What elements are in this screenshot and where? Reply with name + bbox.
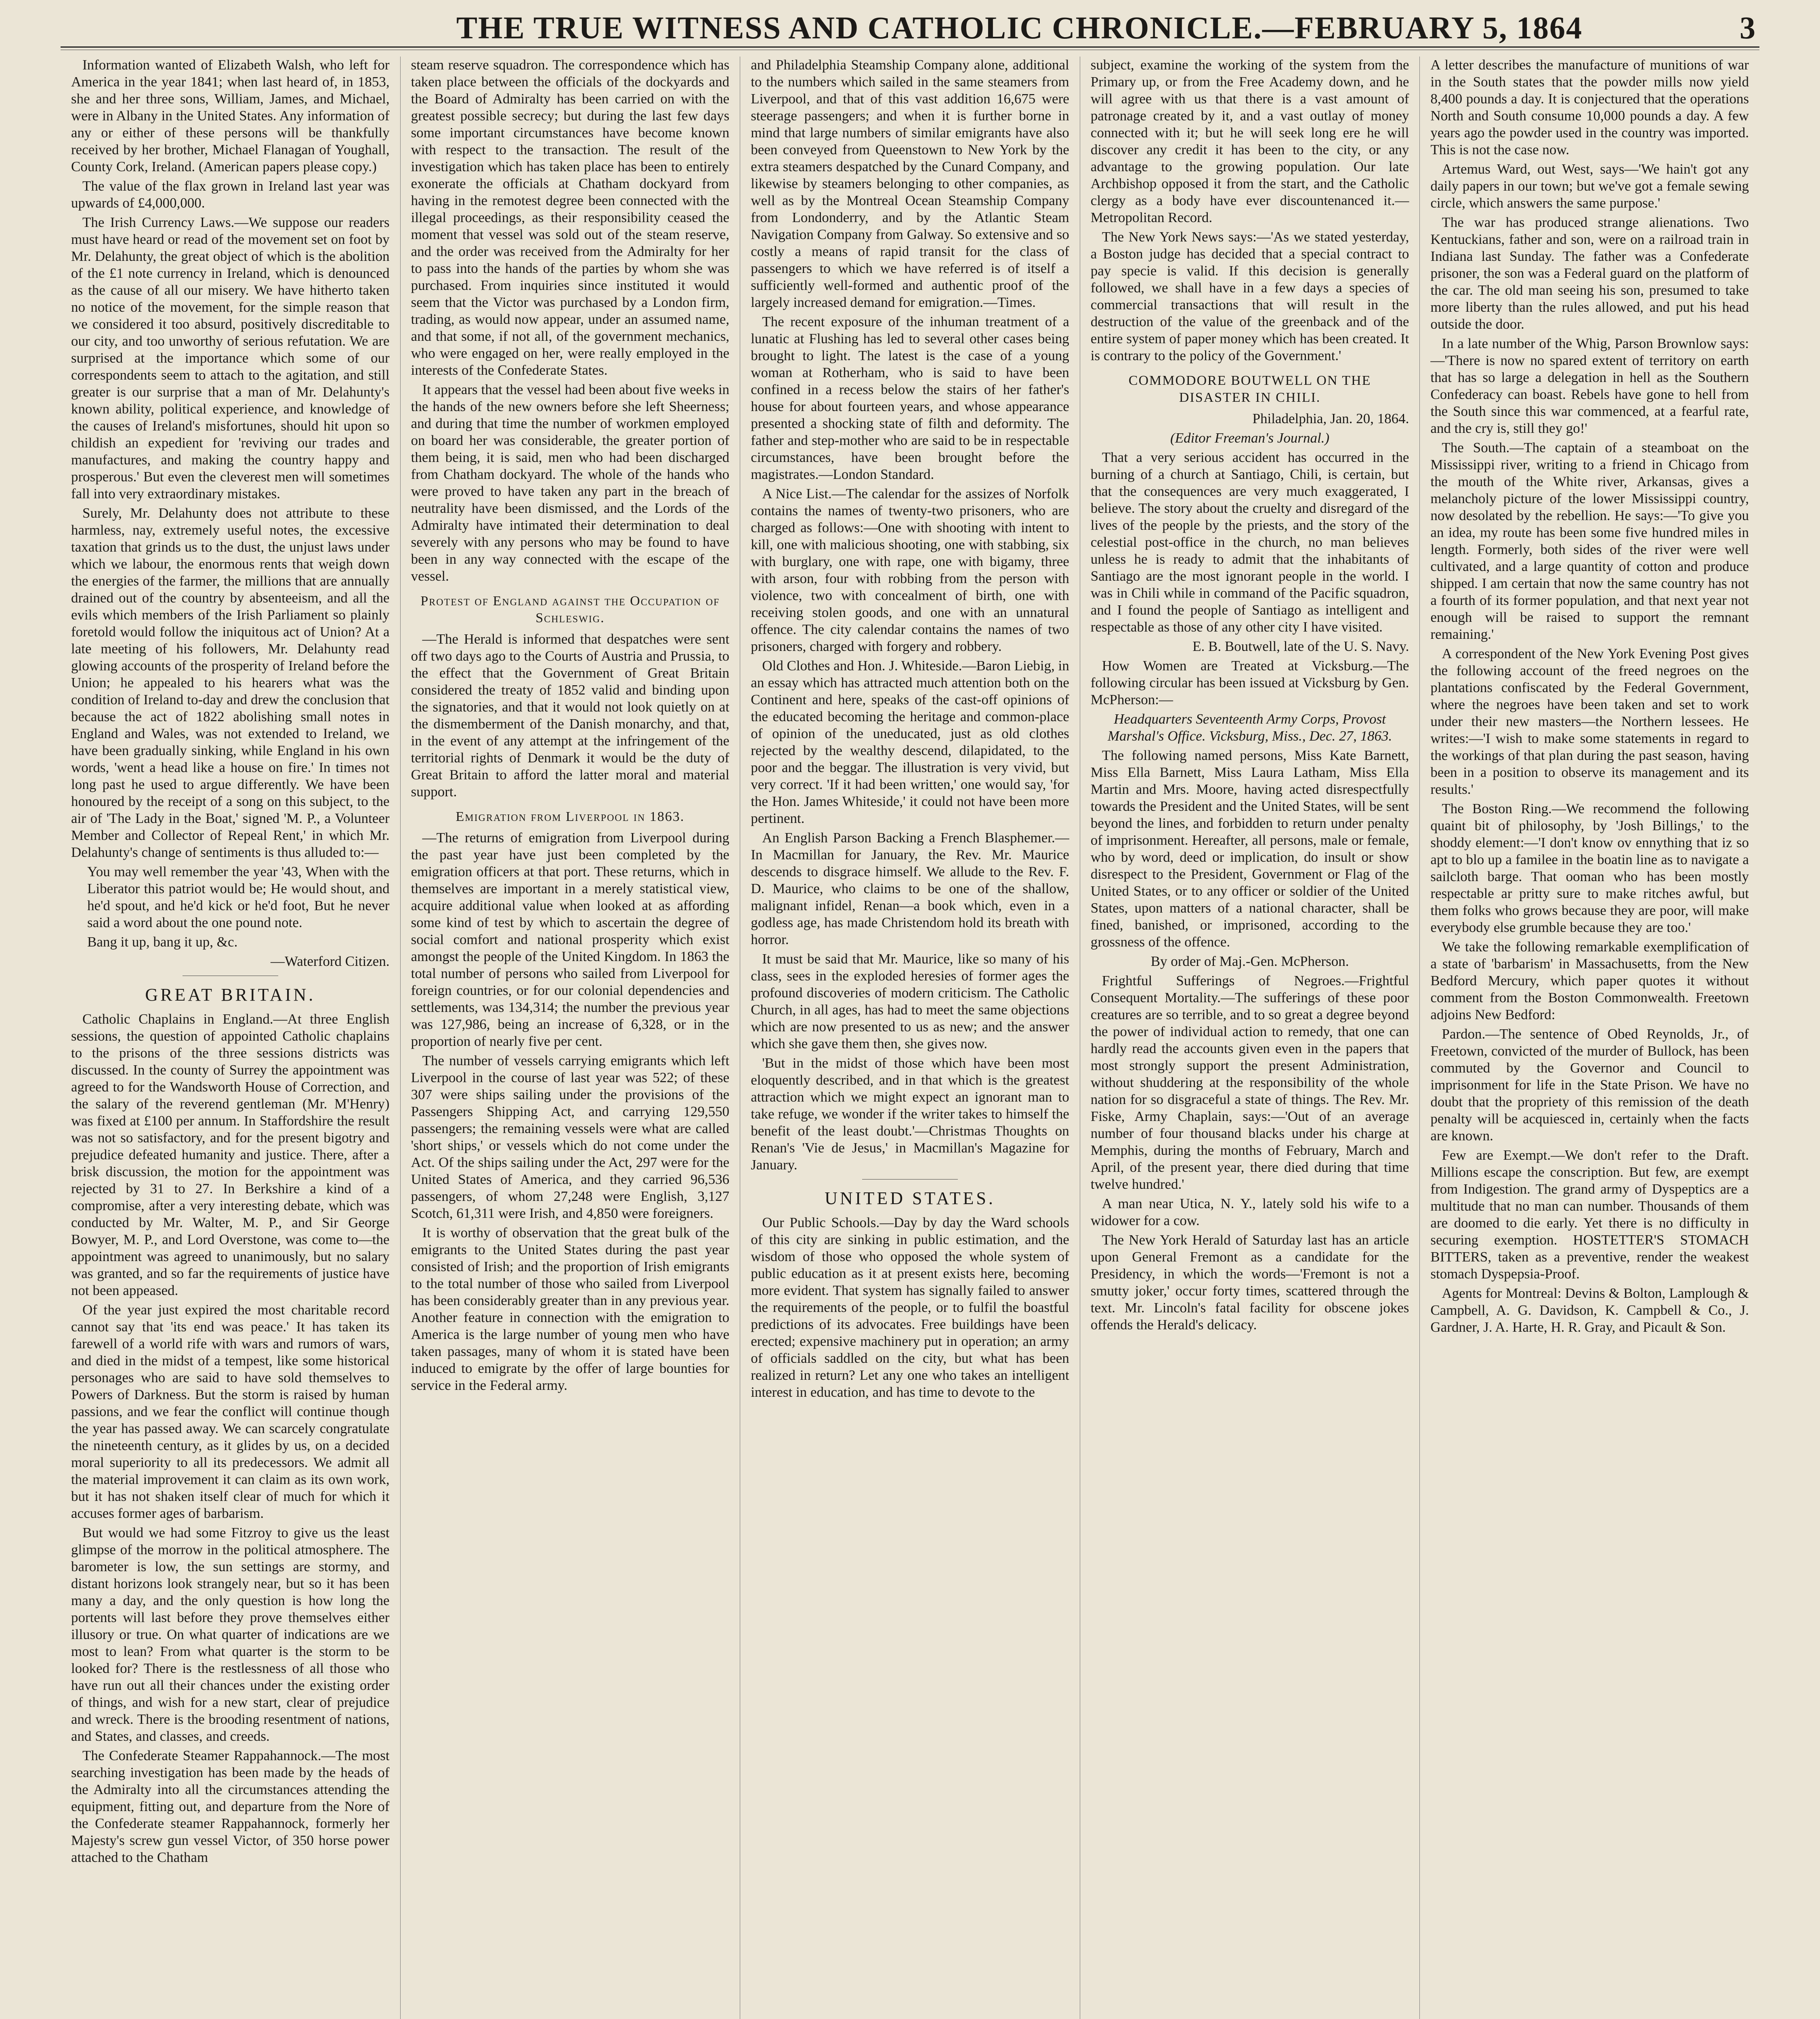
columns (61, 57, 1759, 2019)
emigration-vessels: The number of vessels carrying emigrants which left Liverpool in the course of last year was 522; of these 307 were ships sailing under the provisions of the Passengers Shipping Act, and carrying 129,550 passengers; the remaining vessels were what are called 'short ships,' or vessels which do not come under the Act. Of the ships sailing under the Act, 297 were for the United States of America, and they carried 96,536 passengers, of whom 27,248 were English, 3,127 Scotch, 61,311 were Irish, and 4,850 were foreigners. (411, 1053, 730, 1221)
heading-great-britain: GREAT BRITAIN. (145, 985, 316, 1005)
mcpherson-order: By order of Maj.-Gen. McPherson. (1150, 953, 1349, 969)
song-refrain: Bang it up, bang it up, &c. (87, 934, 238, 950)
masthead (61, 0, 1759, 48)
lunatic-treatment: The recent exposure of the inhuman treatment of a lunatic at Flushing has led to several other cases being brought to light. The latest is the case of a young woman at Rotherham, who is said to have been confined in a recess below the stairs of her father's house for about fourteen years, and whose appearance presented a shocking state of filth and deformity. The father and step-mother who are said to be in respectable circumstances, have been brought before the magistrates.—London Standard. (751, 314, 1069, 482)
utica-man: A man near Utica, N. Y., lately sold his wife to a widower for a cow. (1090, 1196, 1409, 1228)
artemus-ward: Artemus Ward, out West, says—'We hain't got any daily papers in our town; but we've got a female sewing circle, which answers the same purpose.' (1430, 161, 1749, 211)
masthead-title: THE TRUE WITNESS AND CATHOLIC CHRONICLE.—FEBRUARY 5, 1864 (456, 10, 1583, 45)
column-5 (1420, 57, 1759, 2019)
steamship-company: and Philadelphia Steamship Company alone, additional to the numbers which sailed in the same steamers from Liverpool, and that of this vast addition 16,675 were steerage passengers; and when it is further borne in mind that large numbers of similar emigrants have also been conveyed from Queenstown to New York by the extra steamers despatched by the Cunard Company, and likewise by steamers belonging to other companies, as well as by the Montreal Ocean Steamship Company from Londonderry, and by the Atlantic Steam Navigation Company from Galway. So extensive and so costly a means of rapid transit for the class of passengers to which we have referred is of itself a sufficiently well-formed and authentic proof of the largely increased demand for emigration.—Times. (751, 57, 1069, 310)
freed-negroes: A correspondent of the New York Evening Post gives the following account of the freed negroes on the plantations confiscated by the Federal Government, where the negroes have been taken and set to work under their new masters—the Northern lessees. He writes:—'I wish to make some statements in regard to the workings of that plan during the past season, having been in a position to observe its management and its results.' (1430, 646, 1749, 797)
emigration-irish: It is worthy of observation that the great bulk of the emigrants to the United States during the past year consisted of Irish; and the proportion of Irish emigrants to the total number of those who sailed from Liverpool has been considerably greater than in any previous year. Another feature in connection with the emigration to America is the large number of young men who have taken passages, many of whom it is stated have been induced to emigrate by the offer of large bounties for service in the Federal army. (411, 1225, 730, 1393)
heading-protest-schleswig: Protest of England against the Occupation of Schleswig. (420, 594, 720, 625)
negro-sufferings: Frightful Sufferings of Negroes.—Frightful Consequent Mortality.—The sufferings of these poor creatures are so terrible, and to so great a degree beyond the power of individual action to remedy, that one can hardly read the accounts given even in the papers that most strongly support the present Administration, without shuddering at the responsibility of the whole nation for so disgraceful a state of things. The Rev. Mr. Fiske, Army Chaplain, says:—'Out of an average number of four thousand blacks under his charge at Memphis, during the months of February, March and April, of the present year, there died during that time twelve hundred.' (1090, 973, 1409, 1192)
public-schools-cont: subject, examine the working of the system from the Primary up, or from the Free Academy down, and he will agree with us that there is a vast amount of patronage created by it, and a vast outlay of money connected with it; but he will seek long ere he will discover any credit it has been to the city, or any advantage to the growing population. Our late Archbishop opposed it from the start, and the Catholic clergy as a body have ever discountenanced it.—Metropolitan Record. (1090, 57, 1409, 225)
notice-elizabeth-walsh: Information wanted of Elizabeth Walsh, who left for America in the year 1841; when last heard of, in 1853, she and her three sons, William, James, and Michael, were in Albany in the United States. Any information of any or either of these persons will be thankfully received by her brother, Michael Flanagan of Youghall, County Cork, Ireland. (American papers please copy.) (71, 57, 390, 174)
catholic-chaplains: Catholic Chaplains in England.—At three English sessions, the question of appointed Catholic chaplains to the prisons of the three sessions districts was discussed. In the county of Surrey the appointment was agreed to for the Wandsworth House of Correction, and the salary of the reverend gentleman (Mr. M'Henry) was fixed at £100 per annum. In Staffordshire the result was not so satisfactory, and for the present bigotry and prejudice defeated humanity and justice. There, after a brisk discussion, the motion for the appointment was rejected by 31 to 27. In Berkshire a kind of a compromise, after a very interesting debate, which was conducted by Mr. Walter, M. P., and Sir George Bowyer, M. P., and Lord Overstone, was come to—the appointment was agreed to unanimously, but no salary was granted, and so far the requirements of justice have not been appeased. (71, 1011, 390, 1298)
heading-commodore-boutwell: COMMODORE BOUTWELL ON THE DISASTER IN CHILI. (1128, 373, 1371, 405)
column-2 (401, 57, 741, 2019)
christmas-thoughts: 'But in the midst of those which have been most eloquently described, and in that which is the greatest attraction which we might expect an ignorant man to take refuge, we wonder if the writer takes to himself the benefit of the least doubt.'—Christmas Thoughts on Renan's 'Vie de Jesus,' in Macmillan's Magazine for January. (751, 1055, 1069, 1173)
emigration-liverpool: —The returns of emigration from Liverpool during the past year have just been completed by the emigration officers at that port. These returns, which in themselves are important in a merely statistical view, acquire additional value when looked at as affording some kind of test by which to ascertain the degree of social comfort and national prosperity which exist amongst the people of the United Kingdom. In 1863 the total number of persons who sailed from Liverpool for foreign countries, or for our colonial dependencies and settlements, was 134,314; the number the previous year was 127,986, being an increase of 6,328, or in the proportion of nearly five per cent. (411, 830, 730, 1049)
old-clothes: Old Clothes and Hon. J. Whiteside.—Baron Liebig, in an essay which has attracted much attention both on the Continent and here, speaks of the cast-off opinions of the educated becoming the heritage and common-place of opinion of the uneducated, just as old clothes rejected by the wealthy descend, dilapidated, to the poor and the beggar. The illustration is very vivid, but very correct. 'If it had been written,' one would say, 'for the Hon. James Whiteside,' it could not have been more pertinent. (751, 658, 1069, 826)
english-parson: An English Parson Backing a French Blasphemer.—In Macmillan for January, the Rev. Mr. Maurice descends to disgrace himself. We allude to the Rev. F. D. Maurice, who claims to be one of the shallow, malignant infidel, Renan—a book which, even in a godless age, has made Christendom hold its breath with horror. (751, 830, 1069, 947)
irish-currency-laws: The Irish Currency Laws.—We suppose our readers must have heard or read of the movement set on foot by Mr. Delahunty, the great object of which is the abolition of the £1 note currency in Ireland, which is denounced as the cause of all our misery. We have hitherto taken no notice of the movement, for the simple reason that we considered it too absurd, positively discreditable to our city, and too unworthy of serious refutation. We are surprised at the importance which some of our correspondents seem to attach to the agitation, and still greater is our surprise that a man of Mr. Delahunty's known ability, political experience, and knowledge of the causes of Ireland's misfortunes, should hit upon so childish an expedient for 'reviving our trades and manufactures, and making the country happy and prosperous.' But even the cleverest men will sometimes fall into very extraordinary mistakes. (71, 214, 390, 502)
pardon: Pardon.—The sentence of Obed Reynolds, Jr., of Freetown, convicted of the murder of Bullock, has been commuted by the Governor and Council to imprisonment for life in the State Prison. We have no doubt that the propriety of this remission of the death penalty will be acquiesced in, certainly when the facts are known. (1430, 1026, 1749, 1144)
rappahannock-cont: steam reserve squadron. The correspondence which has taken place between the officials of the dockyards and the Board of Admiralty has been carried on with the greatest possible secrecy; but during the last few days some important circumstances have become known with respect to the transaction. The result of the investigation which has taken place has been to entirely exonerate the officials at Chatham dockyard from having in the remotest degree been connected with the illegal proceedings, as their responsibility ceased the moment that vessel was sold out of the steam reserve, and the order was received from the Admiralty for her to pass into the hands of the parties by whom she was purchased. From inquiries since instituted it would seem that the Victor was purchased by a London firm, trading, as would now appear, under an assumed name, and that some, if not all, of the government mechanics, who were engaged on her, were really employed in the interests of the Confederate States. (411, 57, 730, 378)
the-south: The South.—The captain of a steamboat on the Mississippi river, writing to a friend in Chicago from the mouth of the White river, Arkansas, gives a melancholy picture of the lower Mississippi country, now desolated by the rebellion. He says:—'To give you an idea, my route has been some five hundred miles in length. Formerly, both sides of the river were well cultivated, and a large quantity of cotton and produce shipped. I am certain that now the same country has not a fourth of its former population, and that next year not enough will be raised to support the remnant remaining.' (1430, 440, 1749, 642)
parson-brownlow: In a late number of the Whig, Parson Brownlow says:—'There is now no spared extent of territory on earth that has so large a delegation in hell as the Southern Confederacy can boast. Rebels have gone to hell from the South since this war commenced, at a fearful rate, and the cry is, still they go!' (1430, 336, 1749, 436)
war-alienations: The war has produced strange alienations. Two Kentuckians, father and son, were on a railroad train in Indiana last Sunday. The father was a Confederate prisoner, the son was a Federal guard on the platform of the car. The old man seeing his son, presumed to take more liberty than the rules allowed, and put his head outside the door. (1430, 214, 1749, 332)
protest-schleswig: —The Herald is informed that despatches were sent off two days ago to the Courts of Austria and Prussia, to the effect that the Government of Great Britain considered the treaty of 1852 valid and binding upon the signatories, and that it would not look quietly on at the dismemberment of the Danish monarchy, and that, in the event of any attempt at the infringement of the territorial rights of Denmark it would be the duty of Great Britain to afford the latter moral and material support. (411, 631, 730, 800)
barbarism-massachusetts: We take the following remarkable exemplification of a state of 'barbarism' in Massachusetts, from the New Bedford Mercury, which paper quotes it without comment from the Boston Commonwealth. Freetown adjoins New Bedford: (1430, 939, 1749, 1022)
boston-ring: The Boston Ring.—We recommend the following quaint bit of philosophy, by 'Josh Billings,' to the shoddy element:—'I don't know ov ennything that iz so apt to blo up a familee in the boatin line as to navigate a sailcloth barge. That ooman who has been mostly respectable ar pritty sure to make ritches awful, but them folks who grows because they are poor, will make everybody else grumble because they are too.' (1430, 801, 1749, 935)
column-4 (1080, 57, 1420, 2019)
source-waterford: —Waterford Citizen. (271, 953, 390, 969)
vicksburg-women: How Women are Treated at Vicksburg.—The following circular has been issued at Vicksburg by Gen. McPherson:— (1090, 658, 1409, 707)
munitions-letter: A letter describes the manufacture of munitions of war in the South states that the powder mills now yield 8,400 pounds a day. It is conjectured that the operations North and South consume 10,000 pounds a day. A few years ago the powder used in the country was imported. This is not the case now. (1430, 57, 1749, 157)
english-parson-cont: It must be said that Mr. Maurice, like so many of his class, sees in the exploded heresies of former ages the profound discoveries of modern criticism. The Catholic Church, in all ages, has had to meet the same objections which are now presented to us as new; and the answer which she gave them then, she gives now. (751, 951, 1069, 1051)
boutwell-signature: E. B. Boutwell, late of the U. S. Navy. (1192, 638, 1409, 654)
heading-united-states: UNITED STATES. (825, 1188, 995, 1208)
column-3 (740, 57, 1080, 2019)
vicksburg-circular: The following named persons, Miss Kate Barnett, Miss Ella Barnett, Miss Laura Latham, Miss Ella Martin and Mrs. Moore, having acted disrespectfully towards the President and the United States, will be sent beyond the lines, and forbidden to return under penalty of imprisonment. Hereafter, all persons, male or female, who by word, deed or implication, do insult or show disrespect to the President, Government or Flag of the United States, or to any officer or soldier of the United States, upon matters of a national character, shall be fined, banished, or imprisoned, according to the grossness of the offence. (1090, 747, 1409, 950)
nice-list: A Nice List.—The calendar for the assizes of Norfolk contains the names of twenty-two prisoners, who are charged as follows:—One with shooting with intent to kill, one with malicious shooting, one with stabbing, six with burglary, one with rape, one with bigamy, three with arson, four with robbing from the person with violence, two with concealment of birth, one with receiving stolen goods, and one with an unnatural offence. The city calendar contains the names of two prisoners, charged with forgery and robbery. (751, 486, 1069, 654)
public-schools: Our Public Schools.—Day by day the Ward schools of this city are sinking in public estimation, and the wisdom of those who opposed the whole system of public education as it at present exists here, becoming more evident. That system has signally failed to answer the requirements of the people, or to fulfil the boastful predictions of its advocates. Free buildings have been erected; expensive machinery put in operation; an army of officials saddled on the city, but what has been realized in return? Let any one who takes an intelligent interest in education, and has time to devote to the (751, 1215, 1069, 1400)
flax-value: The value of the flax grown in Ireland last year was upwards of £4,000,000. (71, 178, 390, 211)
rappahannock-article: The Confederate Steamer Rappahannock.—The most searching investigation has been made by the heads of the Admiralty into all the circumstances attending the equipment, fitting out, and departure from the Nore of the Confederate steamer Rappahannock, formerly her Majesty's screw gun vessel Victor, of 350 horse power attached to the Chatham (71, 1748, 390, 1865)
irish-currency-laws-cont: Surely, Mr. Delahunty does not attribute to these harmless, nay, extremely useful notes, the excessive taxation that grinds us to the dust, the unjust laws under which we labour, the enormous rents that weigh down the energies of the farmer, the millions that are annually drained out of the country by absenteeism, and all the evils which members of the Irish Parliament so plainly foretold would follow the iniquitous act of Union? At a late meeting of his followers, Mr. Delahunty read glowing accounts of the prosperity of Ireland before the Union; he appealed to his hearers what was the condition of Ireland to-day and drew the conclusion that because the act of 1822 abolishing small notes in England and Wales, was not extended to Ireland, we have been gradually sinking, while England in his own words, 'went a head like a house on fire.' In times not long past he used to argue differently. We have been honoured by the receipt of a song on this subject, to the air of 'The Lady in the Boat,' signed 'M. P., a Volunteer Member and Collector of Repeal Rent,' in which Mr. Delahunty's change of sentiments is thus alluded to:— (71, 505, 390, 860)
year-expired: Of the year just expired the most charitable record cannot say that 'its end was peace.' It has taken its farewell of a world rife with wars and rumors of wars, and died in the midst of a tempest, like some historical personages who are said to have sold themselves to Powers of Darkness. But the storm is raised by human passions, and we fear the conflict will continue though the year has passed away. We can scarcely congratulate the nineteenth century, as it glides by us, on a decided moral superiority to all its predecessors. We admit all the material improvement it can claim as its own work, but it has not shaken itself clear of much for which it accuses former ages of barbarism. (71, 1302, 390, 1521)
column-1 (61, 57, 401, 2019)
dateline: Philadelphia, Jan. 20, 1864. (1252, 411, 1409, 426)
agents-montreal: Agents for Montreal: Devins & Bolton, Lamplough & Campbell, A. G. Davidson, K. Campbell & Co., J. Gardner, J. A. Harte, H. R. Gray, and Picault & Son. (1430, 1285, 1749, 1335)
political-atmosphere: But would we had some Fitzroy to give us the least glimpse of the morrow in the political atmosphere. The barometer is low, the sun settings are stormy, and distant horizons look strangely near, but so it has been many a day, and the only question is how long the portents will last before they prove themselves either illusory or true. On what quarter of indications are we most to lean? From what quarter is the storm to be looked for? There is the restlessness of all those who have run out all their chances under the existing order of things, and wish for a new start, clear of prejudice and wreck. There is the brooding resentment of nations, and States, and classes, and creeds. (71, 1525, 390, 1744)
page-number: 3 (1740, 10, 1755, 45)
editor-line: (Editor Freeman's Journal.) (1170, 430, 1330, 446)
rappahannock-cont-2: It appears that the vessel had been about five weeks in the hands of the new owners before she left Sheerness; and during that time the number of workmen employed on board her was considerable, the greater portion of them being, it is said, men who had been discharged from Chatham dockyard. The whole of the hands who were proved to have taken any part in the breach of neutrality have been dismissed, and the Lords of the Admiralty have intimated their determination to deal severely with any persons who may be found to have been in any way connected with the escape of the vessel. (411, 382, 730, 584)
boutwell-letter: That a very serious accident has occurred in the burning of a church at Santiago, Chili, is certain, but that the consequences are very much exaggerated, I believe. The story about the cruelty and disregard of the lives of the people by the priests, and the story of the celestial post-office in the church, no man believes unless he is ready to admit that the inhabitants of Santiago are the most ignorant people in the world. I was in Chili while in command of the Pacific squadron, and I found the people of Santiago as intelligent and respectable as those of any other city I have visited. (1090, 449, 1409, 635)
few-are-exempt: Few are Exempt.—We don't refer to the Draft. Millions escape the conscription. But few, are exempt from Indigestion. The grand army of Dyspeptics are a multitude that no man can number. Thousands of them are doomed to die early. Yet there is no difficulty in securing exemption. HOSTETTER'S STOMACH BITTERS, taken as a preventive, render the weakest stomach Dyspepsia-Proof. (1430, 1147, 1749, 1282)
new-york-herald: The New York Herald of Saturday last has an article upon General Fremont as a candidate for the Presidency, in which the words—'Fremont is not a smutty joker,' occur forty times, scattered through the text. Mr. Lincoln's fatal facility for obscene jokes offends the Herald's delicacy. (1090, 1232, 1409, 1333)
heading-emigration-liverpool: Emigration from Liverpool in 1863. (456, 809, 685, 824)
new-york-news: The New York News says:—'As we stated yesterday, a Boston judge has decided that a special contract to pay specie is valid. If this decision is generally followed, we shall have in a few days a species of commercial transactions that will result in the destruction of the value of the greenback and of the entire system of paper money which has been created. It is contrary to the policy of the Government.' (1090, 229, 1409, 363)
vicksburg-circular-header: Headquarters Seventeenth Army Corps, Provost Marshal's Office. Vicksburg, Miss., Dec. 27, 1863. (1107, 711, 1392, 744)
song-verse: You may well remember the year '43, When with the Liberator this patriot would be; He would shout, and he'd spout, and he'd kick or he'd foot, But he never said a word about the one pound note. (87, 864, 390, 930)
